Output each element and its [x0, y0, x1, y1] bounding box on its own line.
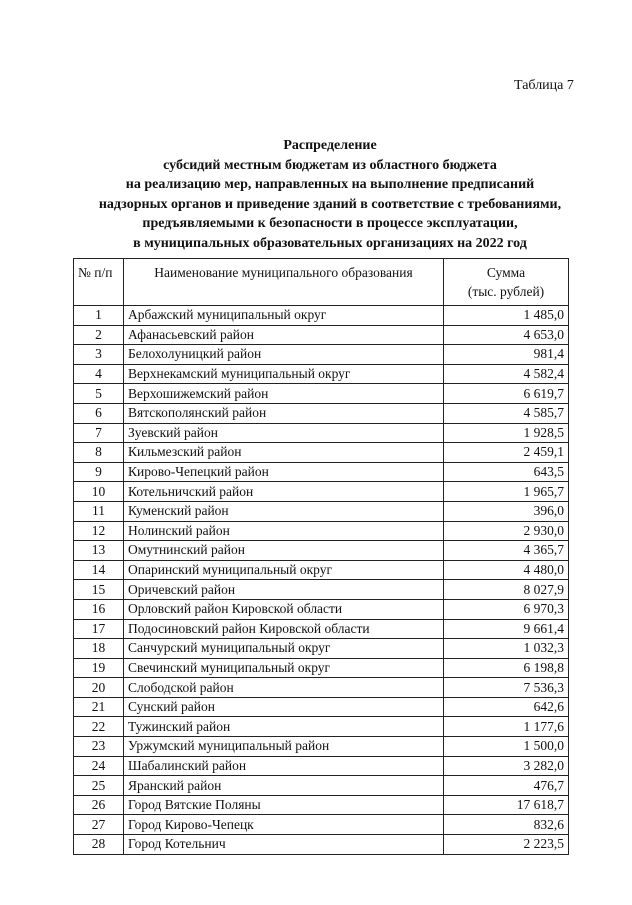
table-row — [74, 697, 569, 717]
row-municipality: Яранский район — [124, 776, 444, 796]
table-row — [74, 776, 569, 796]
header-sum-unit: (тыс. рублей) — [467, 284, 545, 299]
table-row — [74, 560, 569, 580]
subsidy-table — [73, 258, 569, 855]
row-amount: 1 032,3 — [444, 639, 569, 659]
table-row — [74, 384, 569, 404]
table-row — [74, 306, 569, 326]
row-amount: 8 027,9 — [444, 580, 569, 600]
title-line: надзорных органов и приведение зданий в соответствие с требованиями, — [98, 196, 562, 212]
table-row — [74, 756, 569, 776]
row-number: 20 — [74, 678, 124, 698]
row-municipality: Котельничский район — [124, 482, 444, 502]
row-number: 4 — [74, 364, 124, 384]
row-municipality: Афанасьевский район — [124, 325, 444, 345]
row-number: 21 — [74, 697, 124, 717]
title-line: на реализацию мер, направленных на выполнение предписаний — [125, 177, 535, 192]
row-municipality: Город Кирово-Чепецк — [124, 815, 444, 835]
header-num: № п/п — [74, 259, 124, 306]
row-amount: 476,7 — [444, 776, 569, 796]
row-municipality: Белохолуницкий район — [124, 345, 444, 365]
row-amount: 17 618,7 — [444, 795, 569, 815]
row-municipality: Орловский район Кировской области — [124, 599, 444, 619]
table-row — [74, 835, 569, 855]
table-row — [74, 423, 569, 443]
row-number: 24 — [74, 756, 124, 776]
row-number: 28 — [74, 835, 124, 855]
row-number: 27 — [74, 815, 124, 835]
row-municipality: Слободской район — [124, 678, 444, 698]
title-line: в муниципальных образовательных организациях на 2022 год — [133, 235, 527, 251]
row-amount: 4 653,0 — [444, 325, 569, 345]
row-amount: 4 365,7 — [444, 541, 569, 561]
row-number: 15 — [74, 580, 124, 600]
row-number: 22 — [74, 717, 124, 737]
row-number: 8 — [74, 443, 124, 463]
row-amount: 2 223,5 — [444, 835, 569, 855]
table-row — [74, 580, 569, 600]
row-municipality: Зуевский район — [124, 423, 444, 443]
row-number: 17 — [74, 619, 124, 639]
header-sum-label: Сумма — [486, 265, 526, 280]
row-number: 11 — [74, 501, 124, 521]
row-amount: 4 585,7 — [444, 403, 569, 423]
table-body — [74, 306, 569, 855]
table-number-label: Таблица 7 — [514, 78, 574, 93]
row-municipality: Кильмезский район — [124, 443, 444, 463]
table-row — [74, 462, 569, 482]
table-row — [74, 521, 569, 541]
title-line: Распределение — [283, 138, 377, 153]
row-number: 14 — [74, 560, 124, 580]
row-municipality: Куменский район — [124, 501, 444, 521]
table-row — [74, 443, 569, 463]
row-number: 10 — [74, 482, 124, 502]
row-number: 2 — [74, 325, 124, 345]
row-number: 9 — [74, 462, 124, 482]
row-municipality: Арбажский муниципальный округ — [124, 306, 444, 326]
row-municipality: Верхнекамский муниципальный округ — [124, 364, 444, 384]
document-title — [50, 136, 610, 253]
table-row — [74, 541, 569, 561]
row-number: 25 — [74, 776, 124, 796]
row-number: 7 — [74, 423, 124, 443]
row-number: 18 — [74, 639, 124, 659]
row-municipality: Вятскополянский район — [124, 403, 444, 423]
row-amount: 1 500,0 — [444, 737, 569, 757]
row-number: 13 — [74, 541, 124, 561]
row-municipality: Верхошижемский район — [124, 384, 444, 404]
table-row — [74, 501, 569, 521]
table-header-row — [74, 259, 569, 306]
row-municipality: Уржумский муниципальный район — [124, 737, 444, 757]
header-name: Наименование муниципального образования — [124, 259, 444, 306]
row-municipality: Омутнинский район — [124, 541, 444, 561]
row-amount: 643,5 — [444, 462, 569, 482]
row-amount: 981,4 — [444, 345, 569, 365]
row-municipality: Шабалинский район — [124, 756, 444, 776]
row-amount: 2 459,1 — [444, 443, 569, 463]
header-sum — [444, 259, 569, 306]
row-municipality: Нолинский район — [124, 521, 444, 541]
table-row — [74, 795, 569, 815]
row-amount: 2 930,0 — [444, 521, 569, 541]
table-row — [74, 345, 569, 365]
row-amount: 1 928,5 — [444, 423, 569, 443]
row-number: 16 — [74, 599, 124, 619]
row-amount: 3 282,0 — [444, 756, 569, 776]
row-amount: 6 198,8 — [444, 658, 569, 678]
row-municipality: Санчурский муниципальный округ — [124, 639, 444, 659]
row-number: 19 — [74, 658, 124, 678]
row-amount: 9 661,4 — [444, 619, 569, 639]
row-amount: 832,6 — [444, 815, 569, 835]
table-row — [74, 403, 569, 423]
row-amount: 1 485,0 — [444, 306, 569, 326]
row-amount: 6 619,7 — [444, 384, 569, 404]
row-number: 12 — [74, 521, 124, 541]
row-municipality: Тужинский район — [124, 717, 444, 737]
row-number: 3 — [74, 345, 124, 365]
table-row — [74, 639, 569, 659]
row-amount: 1 177,6 — [444, 717, 569, 737]
table-row — [74, 737, 569, 757]
row-municipality: Кирово-Чепецкий район — [124, 462, 444, 482]
row-amount: 4 480,0 — [444, 560, 569, 580]
table-row — [74, 599, 569, 619]
table-row — [74, 658, 569, 678]
table-row — [74, 815, 569, 835]
row-number: 6 — [74, 403, 124, 423]
title-line: предъявляемыми к безопасности в процессе эксплуатации, — [142, 216, 518, 231]
row-amount: 642,6 — [444, 697, 569, 717]
row-amount: 1 965,7 — [444, 482, 569, 502]
row-amount: 396,0 — [444, 501, 569, 521]
title-line: субсидий местным бюджетам из областного бюджета — [163, 157, 497, 173]
row-municipality: Город Вятские Поляны — [124, 795, 444, 815]
table-row — [74, 482, 569, 502]
row-number: 26 — [74, 795, 124, 815]
table-row — [74, 364, 569, 384]
table-row — [74, 717, 569, 737]
row-number: 23 — [74, 737, 124, 757]
row-municipality: Сунский район — [124, 697, 444, 717]
table-row — [74, 678, 569, 698]
row-number: 1 — [74, 306, 124, 326]
row-municipality: Опаринский муниципальный округ — [124, 560, 444, 580]
row-municipality: Город Котельнич — [124, 835, 444, 855]
row-municipality: Свечинский муниципальный округ — [124, 658, 444, 678]
table-row — [74, 325, 569, 345]
row-number: 5 — [74, 384, 124, 404]
row-municipality: Оричевский район — [124, 580, 444, 600]
row-amount: 4 582,4 — [444, 364, 569, 384]
table-row — [74, 619, 569, 639]
row-amount: 6 970,3 — [444, 599, 569, 619]
row-amount: 7 536,3 — [444, 678, 569, 698]
row-municipality: Подосиновский район Кировской области — [124, 619, 444, 639]
